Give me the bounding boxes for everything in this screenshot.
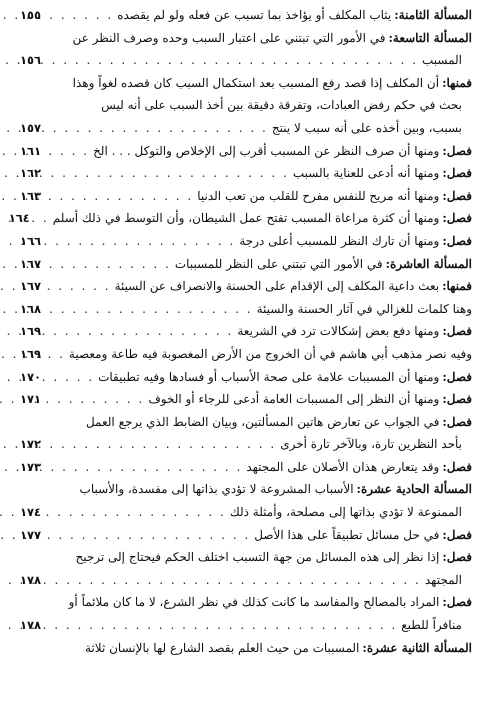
page-number: ١٦٩ [20,346,42,361]
toc-entry-line [20,524,472,547]
page-number: ١٥٧ [20,120,42,135]
entry-label: المسألة الثانية عشرة: [362,640,472,655]
toc-entry-line [20,343,472,366]
entry-text: وقد يتعارض هذان الأصلان على المجتهد [246,459,440,474]
entry-text: المجتهد [424,572,462,587]
entry-text: ومنها أنه أدعى للعناية بالسبب [292,166,440,181]
page-number: ١٦٢ [20,166,42,181]
toc-entry[interactable] [20,298,472,321]
dot-leader [52,298,253,321]
toc-entry-line [20,456,472,479]
dot-leader [52,49,418,72]
entry-label: فصل: [442,188,472,203]
toc-entry-line [20,162,472,185]
toc-entry-line [20,614,472,637]
entry-label: المسألة التاسعة: [388,30,472,45]
toc-entry-line [20,4,472,27]
toc-entry[interactable] [20,456,472,479]
entry-text: بسبب، وبين أخذه على أنه سبب لا ينتج [271,120,462,135]
toc-entry[interactable] [20,343,472,366]
entry-label: فصل: [442,143,472,158]
toc-entry[interactable] [20,140,472,163]
entry-label: فصل: [442,392,472,407]
entry-label: فصل: [442,595,472,610]
entry-text: يثاب المكلف أو يؤاخذ بما تسبب عن فعله ولو لم يقصده [117,8,392,22]
toc-entry-line [20,72,472,95]
entry-label: فمنها: [442,279,472,294]
dot-leader [52,162,289,185]
toc-entry-line [20,320,472,343]
entry-text: بحث في حكم رفض العبادات، وتفرقة دقيقة بين أخذ السبب على أنه ليس [101,98,462,113]
entry-text: في الأمور التي تبتني على اعتبار السبب وحده وصرف النظر عن [72,30,386,45]
toc-entry-line [20,27,472,50]
entry-text: ومنها أنه مريح للنفس مفرح للقلب من تعب الدنيا [197,188,440,203]
entry-text: ومنها أن تارك النظر للمسبب أعلى درجة [239,233,440,248]
page-number: ١٥٦ [20,53,42,68]
toc-entry[interactable] [20,546,472,591]
page-number: ١٥٥ [20,8,42,22]
entry-text: ومنها أن صرف النظر عن المسبب أقرب إلى الإخلاص والتوكل . . . الخ [93,143,440,158]
toc-entry-line [20,478,472,501]
entry-text: ومنها دفع بعض إشكالات ترد في الشريعة [237,324,440,339]
entry-label: فصل: [442,369,472,384]
dot-leader [52,320,233,343]
toc-entry-line [20,591,472,614]
entry-label: المسألة الثامنة: [394,8,472,22]
toc-entry[interactable] [20,230,472,253]
page-number: ١٦٨ [20,301,42,316]
dot-leader [52,501,226,524]
entry-text: ومنها أن النظر إلى المسببات العامة أدعى للرجاء أو الخوف [148,392,440,407]
entry-text: في الجواب عن تعارض هاتين المسألتين، وبيان الضابط الذي يرجع العمل [85,414,440,429]
page-number: ١٦٧ [20,279,42,294]
toc-entry[interactable] [20,637,472,660]
toc-entry-line [20,185,472,208]
toc-entry[interactable] [20,478,472,523]
entry-text: في حل مسائل تطبيقاً على هذا الأصل [254,527,440,542]
entry-text: ومنها أن المسببات علامة على صحة الأسباب أو فسادها وفيه تطبيقات [98,369,440,384]
toc-entry-line [20,117,472,140]
entry-text: بعث داعية المكلف إلى الإقدام على الحسنة والانصراف عن السيئة [114,279,440,294]
entry-text: بأحد النظرين تارة، وبالآخر تارة أخرى [280,437,462,452]
toc-entry[interactable] [20,411,472,456]
page-number: ١٧٢ [20,437,42,452]
toc-entry-line [20,637,472,660]
toc-entry-line [20,94,472,117]
toc-entry-line [20,275,472,298]
dot-leader [52,230,235,253]
dot-leader [52,253,171,276]
toc-entry[interactable] [20,4,472,27]
toc-entry[interactable] [20,275,472,298]
dot-leader [52,117,268,140]
toc-entry-line [8,207,472,230]
entry-text: إذا نظر إلى هذه المسائل من جهة التسبب اختلف الحكم فيحتاج إلى ترجيح [75,550,440,565]
page-number: ١٦٩ [20,324,42,339]
entry-text: ومنها أن كثرة مراعاة المسبب تفتح عمل الشيطان، وأن التوسط في ذلك أسلم [52,211,440,226]
toc-entry[interactable] [20,524,472,547]
toc-entry-line [20,253,472,276]
page-number: ١٧٣ [20,459,42,474]
toc-entry[interactable] [20,253,472,276]
entry-label: فصل: [442,233,472,248]
toc-entry[interactable] [20,72,472,140]
entry-label: فمنها: [442,75,472,90]
entry-text: الممنوعة لا تؤدي بذاتها إلى مصلحة، وأمثلة ذلك [229,505,462,520]
toc-entry[interactable] [20,27,472,72]
toc-entry-line [20,388,472,411]
entry-text: أن المكلف إذا قصد رفع المسبب بعد استكمال السبب كان قصده لغواً وهذا [72,75,440,90]
dot-leader [52,388,144,411]
entry-text: المراد بالمصالح والمفاسد ما كانت كذلك في نظر الشرع، لا ما كان ملائماً أو [68,595,440,610]
toc-entry[interactable] [8,207,472,230]
dot-leader [52,4,113,27]
page-number: ١٧٨ [20,618,42,633]
entry-text: وهنا كلمات للغزالي في آثار الحسنة والسيئة [256,301,472,316]
dot-leader [52,433,276,456]
entry-label: فصل: [442,550,472,565]
toc-entry[interactable] [20,320,472,343]
entry-text: الأسباب المشروعة لا تؤدي بذاتها إلى مفسدة، والأسباب [79,482,354,497]
page-number: ١٦٦ [20,233,42,248]
page-number: ١٦٧ [20,256,42,271]
toc-entry[interactable] [20,366,472,389]
entry-label: فصل: [442,166,472,181]
dot-leader [52,614,397,637]
toc-entry-line [20,298,472,321]
toc-entry-line [20,230,472,253]
dot-leader [52,140,89,163]
toc-entry[interactable] [20,388,472,411]
toc-entry-line [20,546,472,569]
entry-text: المسببات من حيث العلم بقصد الشارع لها بالإنسان ثلاثة [85,640,360,655]
toc-entry-line [20,411,472,434]
toc-entry[interactable] [20,591,472,636]
entry-label: فصل: [442,527,472,542]
page-number: ١٧١ [20,392,42,407]
entry-label: فصل: [442,211,472,226]
page-number: ١٧٧ [20,527,42,542]
toc-entry-line [20,49,472,72]
page-number: ١٦١ [20,143,42,158]
entry-label: المسألة العاشرة: [385,256,472,271]
page-number: ١٦٤ [8,211,30,226]
entry-text: وفيه نصر مذهب أبي هاشم في أن الخروج من الأرض المغصوبة فيه طاعة ومعصية [68,346,472,361]
entry-text: منافراً للطبع [401,618,462,633]
toc-entry[interactable] [20,162,472,185]
dot-leader [52,366,94,389]
toc-entry[interactable] [20,185,472,208]
entry-text: المسبب [421,53,462,68]
toc-entry-line [20,433,472,456]
dot-leader [52,343,65,366]
toc-entry-line [20,366,472,389]
entry-label: فصل: [442,414,472,429]
page-number: ١٦٣ [20,188,42,203]
toc-entry-line [20,140,472,163]
page-number: ١٧٨ [20,572,42,587]
dot-leader [52,524,250,547]
dot-leader [41,207,49,230]
entry-label: فصل: [442,459,472,474]
dot-leader [52,569,421,592]
toc-entry-line [20,501,472,524]
toc-entry-line [20,569,472,592]
entry-text: في الأمور التي تبتني على النظر للمسببات [174,256,383,271]
dot-leader [52,275,111,298]
entry-label: فصل: [442,324,472,339]
page-number: ١٧٠ [20,369,42,384]
dot-leader [52,185,193,208]
page-number: ١٧٤ [20,505,42,520]
entry-label: المسألة الحادية عشرة: [356,482,472,497]
dot-leader [52,456,242,479]
